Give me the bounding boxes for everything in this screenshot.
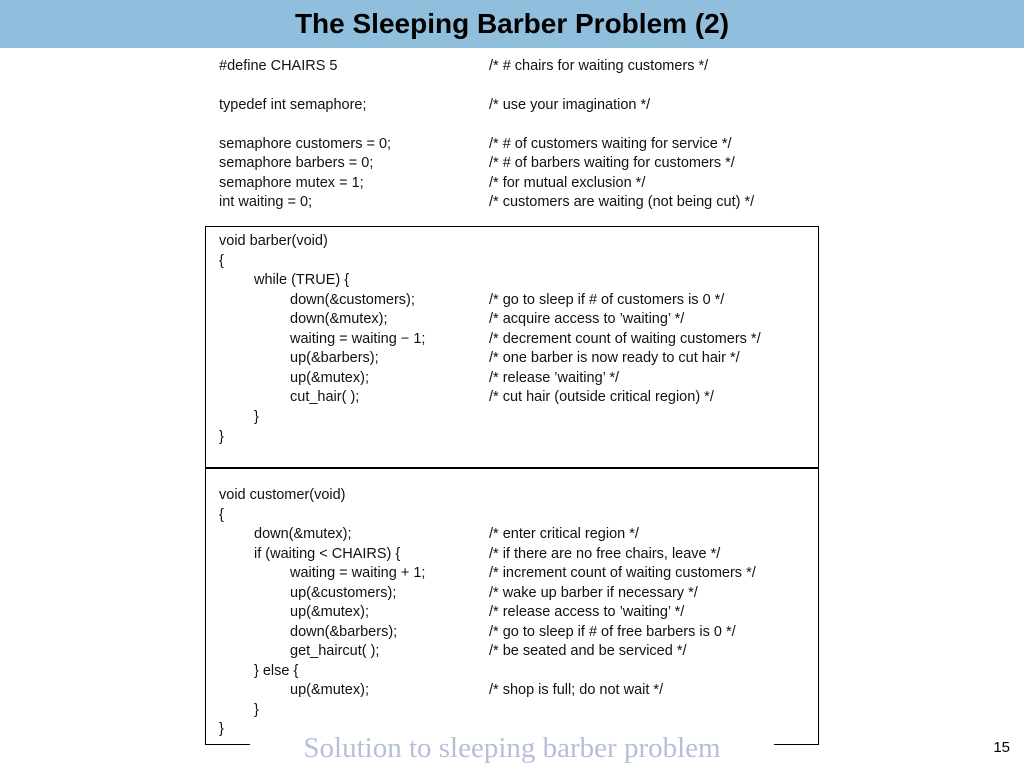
code-line: cut_hair( ); (290, 389, 360, 405)
code-comment: /* release access to ’waiting’ */ (489, 604, 685, 620)
code-line: up(&mutex); (290, 370, 369, 386)
code-line: } (254, 702, 259, 718)
slide-caption: Solution to sleeping barber problem (250, 728, 774, 768)
code-comment: /* if there are no free chairs, leave */ (489, 546, 721, 562)
code-line: } (219, 721, 224, 737)
code-line: } (254, 409, 259, 425)
code-comment: /* # chairs for waiting customers */ (489, 58, 709, 74)
code-comment: /* for mutual exclusion */ (489, 175, 646, 191)
title-bar (0, 0, 1024, 48)
code-line: down(&customers); (290, 292, 415, 308)
code-comment: /* increment count of waiting customers */ (489, 565, 756, 581)
code-line: semaphore barbers = 0; (219, 155, 374, 171)
code-line: void barber(void) (219, 233, 328, 249)
code-comment: /* go to sleep if # of customers is 0 */ (489, 292, 725, 308)
code-comment: /* one barber is now ready to cut hair */ (489, 350, 740, 366)
code-line: up(&mutex); (290, 604, 369, 620)
code-line: down(&mutex); (290, 311, 388, 327)
code-line: while (TRUE) { (254, 272, 350, 288)
code-comment: /* enter critical region */ (489, 526, 639, 542)
code-comment: /* acquire access to ’waiting’ */ (489, 311, 685, 327)
code-line: { (219, 253, 224, 269)
code-comment: /* customers are waiting (not being cut) */ (489, 194, 755, 210)
code-comment: /* shop is full; do not wait */ (489, 682, 664, 698)
code-line: void customer(void) (219, 487, 346, 503)
code-comment: /* # of customers waiting for service */ (489, 136, 732, 152)
code-line: up(&barbers); (290, 350, 379, 366)
code-line: semaphore customers = 0; (219, 136, 392, 152)
code-comment: /* wake up barber if necessary */ (489, 585, 698, 601)
code-line: up(&mutex); (290, 682, 369, 698)
code-comment: /* release ’waiting’ */ (489, 370, 620, 386)
code-comment: /* use your imagination */ (489, 97, 651, 113)
code-comment: /* cut hair (outside critical region) */ (489, 389, 714, 405)
page-number: 15 (993, 739, 1010, 756)
code-line: up(&customers); (290, 585, 397, 601)
code-line: typedef int semaphore; (219, 97, 367, 113)
code-comment: /* be seated and be serviced */ (489, 643, 687, 659)
code-line: { (219, 507, 224, 523)
code-comment: /* decrement count of waiting customers */ (489, 331, 761, 347)
code-comment: /* # of barbers waiting for customers */ (489, 155, 735, 171)
code-line: if (waiting < CHAIRS) { (254, 546, 401, 562)
code-line: waiting = waiting − 1; (290, 331, 426, 347)
code-line: waiting = waiting + 1; (290, 565, 426, 581)
code-comment: /* go to sleep if # of free barbers is 0 */ (489, 624, 736, 640)
code-line: get_haircut( ); (290, 643, 380, 659)
code-line: down(&mutex); (254, 526, 352, 542)
code-line: semaphore mutex = 1; (219, 175, 364, 191)
slide-title: The Sleeping Barber Problem (2) (294, 8, 730, 39)
code-line: int waiting = 0; (219, 194, 313, 210)
code-line: #define CHAIRS 5 (219, 58, 338, 74)
code-line: } (219, 429, 224, 445)
code-line: } else { (254, 663, 299, 679)
code-line: down(&barbers); (290, 624, 398, 640)
